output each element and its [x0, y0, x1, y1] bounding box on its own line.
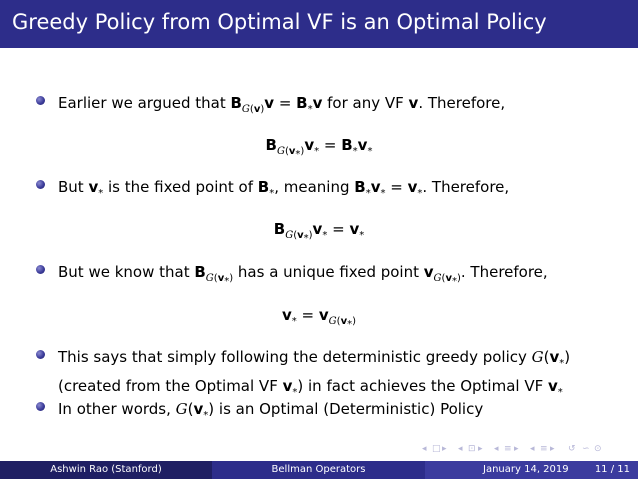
back-icon[interactable]: ↺ — [568, 444, 576, 454]
bullet-icon — [36, 350, 45, 359]
bullet-4-text: This says that simply following the deterministic greedy policy $G(v_*)$ (created from the Optimal VF $v_*$) in fact achieves the Optimal VF $v_*$ — [58, 348, 571, 398]
section-icon: ≡ — [504, 444, 512, 454]
section-prev-icon[interactable]: ◂ — [494, 444, 499, 454]
bullet-1-text: Earlier we argued that $B_{G(v)}v = B_*v$ for any VF v. Therefore, — [58, 94, 506, 115]
section-next-icon[interactable]: ▸ — [514, 444, 519, 454]
document-next-icon[interactable]: ▸ — [550, 444, 555, 454]
bullet-icon — [36, 96, 45, 105]
bullet-icon — [36, 180, 45, 189]
zoom-icon[interactable]: ∽ — [582, 444, 590, 454]
navigation-controls — [422, 444, 632, 456]
bullet-3-text: But we know that $B_{G(v_*)}$ has a unique fixed point $v_{G(v_*)}$. Therefore, — [58, 263, 548, 287]
search-icon[interactable]: ⊙ — [594, 444, 602, 454]
frame-prev-icon[interactable]: ◂ — [422, 444, 427, 454]
footer-right — [425, 461, 638, 479]
footer-date: January 14, 2019 — [483, 464, 569, 475]
bullet-5-text: In other words, $G(v_*)$ is an Optimal (Deterministic) Policy — [58, 400, 484, 421]
subsection-next-icon[interactable]: ▸ — [478, 444, 483, 454]
equation-2: $B_{G(v_*)}v_* = v_*$ — [273, 220, 365, 244]
title-bar — [0, 0, 638, 48]
footer-page-number: 11 / 11 — [594, 464, 630, 475]
subsection-prev-icon[interactable]: ◂ — [458, 444, 463, 454]
bullet-icon — [36, 402, 45, 411]
slide-body — [0, 48, 638, 458]
footer-bar — [0, 461, 638, 479]
footer-topic: Bellman Operators — [212, 461, 425, 479]
equation-3: $v_* = v_{G(v_*)}$ — [281, 306, 356, 330]
document-icon: ≡ — [540, 444, 548, 454]
slide-title: Greedy Policy from Optimal VF is an Optimal Policy — [12, 10, 547, 34]
frame-next-icon[interactable]: ▸ — [442, 444, 447, 454]
subsection-icon: ⊡ — [468, 444, 476, 454]
equation-1: $B_{G(v_*)}v_* = B_*v_*$ — [265, 136, 373, 160]
footer-author: Ashwin Rao (Stanford) — [0, 461, 212, 479]
bullet-icon — [36, 265, 45, 274]
frame-icon: □ — [432, 444, 441, 454]
bullet-2-text: But $v_*$ is the fixed point of $B_*$, meaning $B_*v_* = v_*$. Therefore, — [58, 178, 510, 199]
document-prev-icon[interactable]: ◂ — [530, 444, 535, 454]
